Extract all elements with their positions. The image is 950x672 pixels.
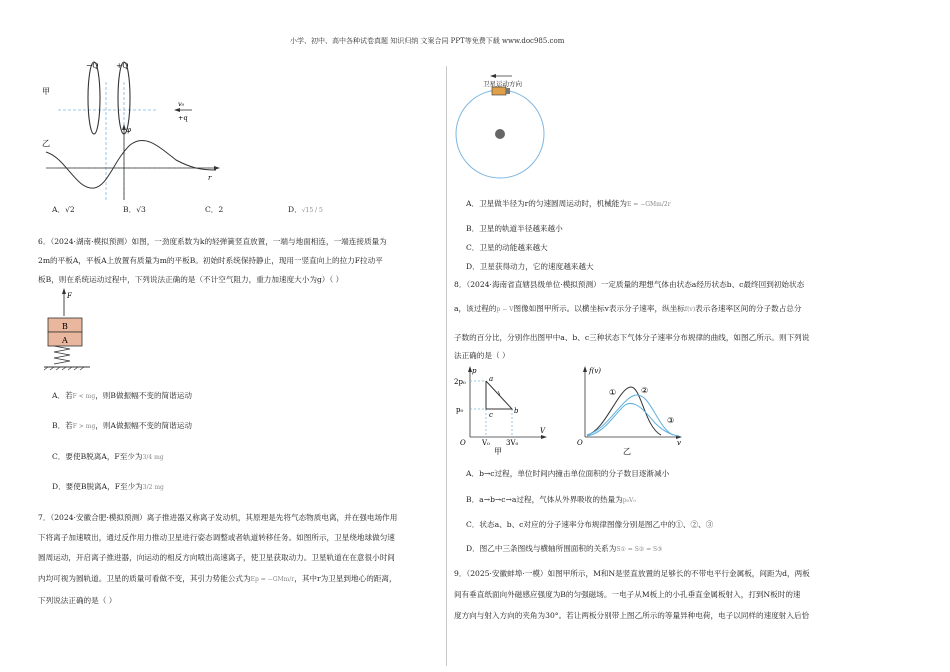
satellite-direction-label: 卫星运动方向 bbox=[483, 80, 522, 88]
q5-option-c[interactable]: C．2 bbox=[205, 205, 224, 214]
q8-option-c[interactable]: C．状态a、b、c对应的分子速率分布规律图像分别是图乙中的①、②、③ bbox=[466, 520, 714, 529]
pv-point-c: c bbox=[489, 411, 493, 419]
q8-option-a[interactable]: A．b→c过程，单位时间内撞击单位面积的分子数目逐渐减小 bbox=[466, 469, 670, 478]
page-header: 小学、初中、高中各种试卷真题 知识归纳 文案合同 PPT等免费下载 www.doc985.com bbox=[290, 37, 565, 45]
fig-phi: φ bbox=[126, 126, 131, 134]
fv-axis-v: v bbox=[677, 439, 681, 447]
q5-option-d[interactable]: D．√15 / 5 bbox=[288, 205, 323, 214]
pv-origin: O bbox=[460, 439, 466, 447]
q8-stem-line1: 8．（2024·海南省直辖县级单位·模拟预测）一定质量的理想气体由状态a经历状态b、c最终回到初始状态 bbox=[454, 280, 805, 289]
q7-option-c[interactable]: C．卫星的动能越来越大 bbox=[466, 243, 548, 252]
pv-point-b: b bbox=[514, 407, 519, 415]
fv-caption-yi: 乙 bbox=[623, 447, 631, 455]
q6-stem-line2: 2m的平板A，平板A上放置有质量为m的平板B。初始时系统保持静止，现用一竖直向上的拉力F拉动平 bbox=[38, 256, 383, 265]
fv-origin: O bbox=[577, 439, 583, 447]
q8-option-b[interactable]: B．a→b→c→a过程，气体从外界吸收的热量为p₀V₀ bbox=[466, 495, 636, 504]
q5-option-a[interactable]: A．√2 bbox=[52, 205, 75, 214]
q6-option-b[interactable]: B．若F > mg，则A做振幅不变的简谐运动 bbox=[52, 421, 192, 430]
fig-v0: v₀ bbox=[178, 100, 185, 108]
q5-option-b[interactable]: B．√3 bbox=[123, 205, 146, 214]
q8-stem-line3: 子数的百分比，分别作出图甲中a、b、c三种状态下气体分子速率分布规律的曲线，如图乙所示。则下列说 bbox=[454, 333, 810, 342]
q6-option-a[interactable]: A．若F < mg，则B做振幅不变的简谐运动 bbox=[52, 391, 192, 400]
q7-option-b[interactable]: B．卫星的轨道半径越来越小 bbox=[466, 224, 563, 233]
pv-tick-p0: p₀ bbox=[456, 406, 464, 414]
q7-stem-line1: 7．（2024·安徽合肥·模拟预测）离子推进器又称离子发动机，其原理是先将气态物质电离，并在强电场作用 bbox=[38, 513, 398, 522]
q7-option-d[interactable]: D．卫星获得动力，它的速度越来越大 bbox=[466, 262, 594, 271]
fv-axis-fv: f(v) bbox=[589, 367, 602, 375]
figure-fv-graph bbox=[575, 365, 685, 455]
fig-A-label: A bbox=[62, 336, 68, 345]
fig-label-yi: 乙 bbox=[42, 139, 50, 148]
fig-F-label: F bbox=[67, 292, 72, 300]
q9-stem-line2: 间有垂直纸面向外磁感应强度为B的匀强磁场。一电子从M板上的小孔垂直金属板射入，打到N板时的速 bbox=[454, 590, 801, 599]
fig-label-jia: 甲 bbox=[42, 87, 50, 96]
q9-stem-line1: 9．（2025·安徽蚌埠·一模）如图甲所示，M和N是竖直放置的足够长的不带电平行金属板，间距为d，两板 bbox=[454, 569, 810, 578]
q6-option-d[interactable]: D．要使B脱离A，F至少为3/2 mg bbox=[52, 482, 164, 491]
pv-tick-2p0: 2p₀ bbox=[454, 378, 466, 386]
pv-tick-3v0: 3V₀ bbox=[506, 439, 519, 447]
q6-stem-line3: 板B，则在系统运动过程中，下列说法正确的是（不计空气阻力，重力加速度大小为g）（ ） bbox=[38, 275, 344, 284]
fig-B-label: B bbox=[62, 322, 68, 331]
q8-option-d[interactable]: D．图乙中三条图线与横轴所围面积的关系为S① = S② = S③ bbox=[466, 544, 663, 553]
q7-stem-line3: 圆周运动，开启离子推进器，向运动的相反方向喷出高速离子，使卫星获取动力。卫星轨道在在意很小时间 bbox=[38, 553, 395, 562]
fv-curve-1: ① bbox=[609, 388, 617, 397]
pv-point-a: a bbox=[489, 375, 494, 383]
q8-stem-line2: a，该过程的p − V图像如图甲所示。以横坐标v表示分子速率，纵坐标f(v)表示各速率区间的分子数占总分 bbox=[454, 304, 802, 313]
q7-stem-line2: 下将离子加速喷出，通过反作用力推动卫星进行姿态调整或者轨道转移任务。如图所示，卫星绕地球做匀速 bbox=[38, 533, 395, 542]
figure-spring-plates bbox=[34, 286, 114, 376]
q7-stem-line5: 下列说法正确的是（ ） bbox=[38, 596, 117, 605]
figure-pv-graph bbox=[452, 365, 552, 455]
fig-pos-q: +Q bbox=[116, 61, 129, 70]
fig-r: r bbox=[208, 174, 212, 182]
pv-tick-v0: V₀ bbox=[482, 439, 490, 447]
fig-plus-q: +q bbox=[178, 114, 188, 122]
fv-curve-2: ② bbox=[641, 386, 649, 395]
pv-axis-p: p bbox=[472, 367, 477, 375]
fig-neg-q: −Q bbox=[86, 61, 99, 70]
figure-satellite-orbit bbox=[452, 72, 552, 192]
q7-option-a[interactable]: A．卫星做半径为r的匀速圆周运动时，机械能为E = −GMm/2r bbox=[466, 199, 671, 208]
q6-option-c[interactable]: C．要使B脱离A，F至少为3/4 mg bbox=[52, 452, 164, 461]
q6-stem-line1: 6．（2024·湖南·模拟预测）如图，一劲度系数为k的轻弹簧竖直放置，一端与地面相连，一端连接质量为 bbox=[38, 237, 387, 246]
q8-stem-line4: 法正确的是（ ） bbox=[454, 351, 510, 360]
q9-stem-line3: 度方向与射入方向的夹角为30°。若让两板分别带上图乙所示的等量异种电荷，电子以同样的速度射入后恰 bbox=[454, 611, 810, 620]
column-divider bbox=[446, 66, 447, 666]
pv-caption-jia: 甲 bbox=[494, 447, 502, 455]
figure-charges-potential bbox=[36, 60, 226, 210]
fv-curve-3: ③ bbox=[667, 416, 675, 425]
pv-axis-V: V bbox=[540, 427, 546, 435]
q7-stem-line4: 内均可视为圆轨道。卫星的质量可看做不变，其引力势能公式为Ep = −GMm/r，其中r为卫星到地心的距离， bbox=[38, 574, 397, 583]
